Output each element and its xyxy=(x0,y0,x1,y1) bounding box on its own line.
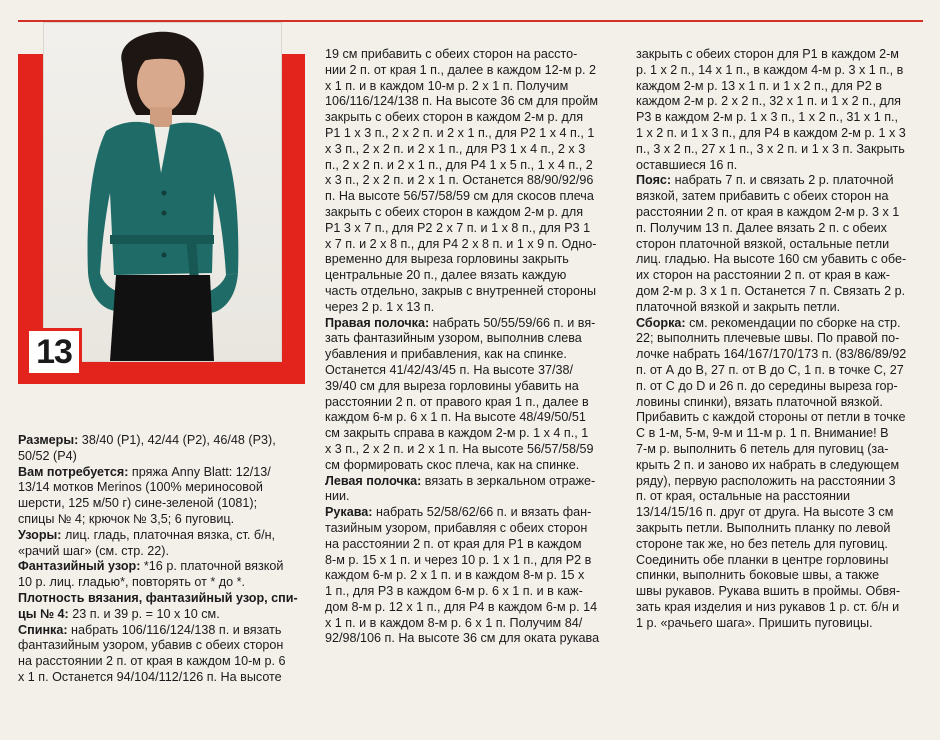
line-text: каждом 2-м р. 13 х 1 п. и 1 х 2 п., для Р2 в xyxy=(636,78,882,93)
line-text: фантазийным узором, убавив с обеих сторон xyxy=(18,638,284,653)
text-line xyxy=(325,489,615,505)
line-text: их сторон на расстоянии 2 п. от края в каж- xyxy=(636,268,891,283)
line-text: зать фантазийным узором, выполнив слева xyxy=(325,331,582,346)
line-text: см формировать скос плеча, как на спинке. xyxy=(325,457,580,472)
text-line xyxy=(636,252,928,268)
text-line xyxy=(636,489,928,505)
column-middle xyxy=(325,47,615,647)
text-line xyxy=(18,607,308,623)
text-line xyxy=(325,47,615,63)
line-text: стороне так же, но без петель для пуговиц. xyxy=(636,536,888,551)
line-text: расстоянии 2 п. от края в каждом 2-м р. 3 х 1 xyxy=(636,204,900,219)
line-text: вязать в зеркальном отраже- xyxy=(421,473,596,488)
line-text: 8-м р. 15 х 1 п. и через 10 р. 1 х 1 п., для Р2 в xyxy=(325,552,592,567)
section-heading: Пояс: xyxy=(636,173,672,188)
line-text: спинки, выполнить боковые швы, а также xyxy=(636,568,880,583)
line-text: каждом 2-м р. 2 х 2 п., 32 х 1 п. и 1 х 2 п., для xyxy=(636,94,901,109)
text-line xyxy=(325,600,615,616)
text-line xyxy=(636,47,928,63)
line-text: 38/40 (Р1), 42/44 (Р2), 46/48 (Р3), xyxy=(78,433,276,447)
text-line xyxy=(325,300,615,316)
column-left xyxy=(18,433,308,686)
text-line xyxy=(636,395,928,411)
text-line xyxy=(636,284,928,300)
line-text: набрать 7 п. и связать 2 р. платочной xyxy=(671,173,894,188)
section-heading: Левая полочка: xyxy=(325,473,422,488)
line-text: лиц. гладью. На высоте 160 см убавить с обе- xyxy=(636,252,907,267)
line-text: нии. xyxy=(325,489,350,504)
text-line xyxy=(325,553,615,569)
line-text: зать края изделия и низ рукавов 1 р. ст. б/н и xyxy=(636,599,900,614)
text-line xyxy=(325,537,615,553)
text-line xyxy=(18,433,308,449)
text-line xyxy=(325,379,615,395)
text-line xyxy=(18,654,308,670)
line-text: центральные 20 п., далее вязать каждую xyxy=(325,268,567,283)
line-text: часть отдельно, закрыв с внутренней стороны xyxy=(325,283,597,298)
line-text: набрать 52/58/62/66 п. и вязать фан- xyxy=(372,505,592,520)
line-text: закрыть с обеих сторон для Р1 в каждом 2-м xyxy=(636,47,899,61)
line-text: п., 2 х 2 п. и 2 х 1 п., для Р4 1 х 5 п., 1 х 4 п., 2 xyxy=(325,157,593,172)
section-heading: Вам потребуется: xyxy=(18,464,129,479)
line-text: 7-м р. выполнить 6 петель для пуговиц (за- xyxy=(636,441,889,456)
line-text: 13/14/15/16 п. друг от друга. На высоте 3 см xyxy=(636,505,894,520)
text-line xyxy=(636,94,928,110)
text-line xyxy=(325,426,615,442)
text-line xyxy=(325,616,615,632)
line-text: через 2 р. 1 х 13 п. xyxy=(325,299,435,314)
text-line xyxy=(18,670,308,686)
line-text: набрать 106/116/124/138 п. и вязать xyxy=(67,622,282,637)
line-text: закрыть с обеих сторон в каждом 2-м р. для xyxy=(325,110,584,125)
model-photo xyxy=(43,22,282,362)
text-line xyxy=(325,110,615,126)
section-heading: Размеры: xyxy=(18,433,79,447)
line-text: х 7 п. и 2 х 8 п., для Р4 2 х 8 п. и 1 х 9 п. Одно- xyxy=(325,236,597,251)
text-line xyxy=(18,591,308,607)
text-line xyxy=(636,553,928,569)
text-line xyxy=(325,158,615,174)
line-text: х 3 п., 2 х 2 п. и 2 х 1 п. Останется 88/90/92/96 xyxy=(325,173,594,188)
line-text: 19 см прибавить с обеих сторон на рассто- xyxy=(325,47,578,61)
line-text: 50/52 (Р4) xyxy=(18,448,77,463)
line-text: оставшиеся 16 п. xyxy=(636,157,738,172)
text-line xyxy=(325,205,615,221)
text-line xyxy=(325,316,615,332)
line-text: Прибавить с каждой стороны от петли в точке xyxy=(636,410,906,425)
text-line xyxy=(325,173,615,189)
line-text: вязкой, затем прибавить с обеих сторон на xyxy=(636,189,889,204)
text-line xyxy=(18,449,308,465)
text-line xyxy=(18,575,308,591)
line-text: п. Получим 13 п. Далее вязать 2 п. с обеих xyxy=(636,220,887,235)
text-line xyxy=(18,496,308,512)
line-text: дом 8-м р. 12 х 1 п., для Р4 в каждом 6-м р. 14 xyxy=(325,599,598,614)
text-line xyxy=(325,568,615,584)
text-line xyxy=(636,505,928,521)
line-text: на расстоянии 2 п. от края в каждом 10-м р. 6 xyxy=(18,654,286,669)
line-text: х 1 п. и в каждом 8-м р. 6 х 1 п. Получим 84/ xyxy=(325,615,583,630)
line-text: набрать 50/55/59/66 п. и вя- xyxy=(429,315,596,330)
line-text: швы рукавов. Рукава вшить в проймы. Обвя- xyxy=(636,584,901,599)
text-line xyxy=(325,631,615,647)
text-line xyxy=(636,331,928,347)
line-text: каждом 6-м р. 6 х 1 п. На высоте 48/49/50/51 xyxy=(325,410,586,425)
text-line xyxy=(325,126,615,142)
text-line xyxy=(636,110,928,126)
text-line xyxy=(636,347,928,363)
column-right xyxy=(636,47,928,631)
line-text: 10 р. лиц. гладью*, повторять от * до *. xyxy=(18,575,246,590)
line-text: 1 п., для Р3 в каждом 6-м р. 6 х 1 п. и в каж- xyxy=(325,584,583,599)
text-line xyxy=(636,584,928,600)
line-text: пряжа Anny Blatt: 12/13/ xyxy=(128,464,271,479)
text-line xyxy=(325,94,615,110)
text-line xyxy=(636,237,928,253)
text-line xyxy=(636,537,928,553)
line-text: п. от края, остальные на расстоянии xyxy=(636,489,851,504)
pattern-number: 13 xyxy=(36,332,72,371)
line-text: *16 р. платочной вязкой xyxy=(140,559,284,574)
text-line xyxy=(18,480,308,496)
text-line xyxy=(636,600,928,616)
line-text: 23 п. и 39 р. = 10 х 10 см. xyxy=(68,606,220,621)
section-heading: Спинка: xyxy=(18,622,68,637)
line-text: п. На высоте 56/57/58/59 см для скосов плеча xyxy=(325,189,594,204)
line-text: нии 2 п. от края 1 п., далее в каждом 12-м р. 2 xyxy=(325,62,596,77)
line-text: «рачий шаг» (см. стр. 22). xyxy=(18,543,169,558)
line-text: временно для выреза горловины закрыть xyxy=(325,252,569,267)
line-text: платочной вязкой и закрыть петли. xyxy=(636,299,841,314)
text-line xyxy=(325,347,615,363)
text-line xyxy=(636,126,928,142)
line-text: х 3 п., 2 х 2 п. и 2 х 1 п. На высоте 56/57/58/59 xyxy=(325,441,594,456)
text-line xyxy=(325,474,615,490)
text-line xyxy=(325,410,615,426)
text-line xyxy=(325,237,615,253)
text-line xyxy=(325,189,615,205)
line-text: Р1 3 х 7 п., для Р2 2 х 7 п. и 1 х 8 п., для Р3 1 xyxy=(325,220,591,235)
text-line xyxy=(636,158,928,174)
line-text: р. 1 х 2 п., 14 х 1 п., в каждом 4-м р. 3 х 1 п., в xyxy=(636,62,904,77)
line-text: сторон платочной вязкой, остальные петли xyxy=(636,236,890,251)
text-line xyxy=(325,252,615,268)
text-line xyxy=(636,79,928,95)
text-line xyxy=(636,616,928,632)
text-line xyxy=(636,300,928,316)
section-heading: Сборка: xyxy=(636,315,686,330)
line-text: спицы № 4; крючок № 3,5; 6 пуговиц. xyxy=(18,511,235,526)
text-line xyxy=(636,316,928,332)
text-line xyxy=(325,363,615,379)
text-line xyxy=(18,559,308,575)
text-line xyxy=(636,474,928,490)
line-text: 106/116/124/138 п. На высоте 36 см для пройм xyxy=(325,94,599,109)
text-line xyxy=(636,363,928,379)
line-text: 1 х 2 п. и 1 х 3 п., для Р4 в каждом 2-м р. 1 х 3 xyxy=(636,125,906,140)
text-line xyxy=(325,584,615,600)
text-line xyxy=(636,268,928,284)
text-line xyxy=(636,205,928,221)
text-line xyxy=(325,268,615,284)
text-line xyxy=(325,458,615,474)
line-text: каждом 6-м р. 2 х 1 п. и в каждом 8-м р. 15 х xyxy=(325,568,585,583)
text-line xyxy=(636,410,928,426)
line-text: см. рекомендации по сборке на стр. xyxy=(685,315,901,330)
text-line xyxy=(636,173,928,189)
line-text: С в 1-м, 5-м, 9-м и 11-м р. 1 п. Внимание! В xyxy=(636,426,889,441)
line-text: 13/14 мотков Merinos (100% мериносовой xyxy=(18,480,263,495)
line-text: на расстоянии 2 п. от края для Р1 в каждом xyxy=(325,536,582,551)
text-line xyxy=(18,638,308,654)
line-text: лочке набрать 164/167/170/173 п. (83/86/89/92 xyxy=(636,347,907,362)
section-heading: Правая полочка: xyxy=(325,315,430,330)
line-text: ловины спинки), вязать платочной вязкой. xyxy=(636,394,883,409)
text-line xyxy=(18,528,308,544)
line-text: п. от С до D и 26 п. до середины выреза гор- xyxy=(636,378,898,393)
text-line xyxy=(636,379,928,395)
line-text: ряду), первую расположить на расстоянии 3 xyxy=(636,473,896,488)
line-text: х 1 п. и в каждом 10-м р. 2 х 1 п. Получим xyxy=(325,78,569,93)
text-line xyxy=(325,331,615,347)
section-heading: цы № 4: xyxy=(18,606,69,621)
line-text: Останется 41/42/43/45 п. На высоте 37/38/ xyxy=(325,362,574,377)
line-text: дом 2-м р. 3 х 1 п. Останется 7 п. Связать 2 р. xyxy=(636,283,906,298)
line-text: лиц. гладь, платочная вязка, ст. б/н, xyxy=(61,527,276,542)
line-text: п., 3 х 2 п., 27 х 1 п., 3 х 2 п. и 1 х 3 п. Закрыть xyxy=(636,141,905,156)
text-line xyxy=(636,568,928,584)
text-line xyxy=(636,142,928,158)
text-line xyxy=(636,521,928,537)
text-line xyxy=(325,521,615,537)
section-heading: Плотность вязания, фантазийный узор, спи- xyxy=(18,590,298,605)
line-text: х 1 п. Останется 94/104/112/126 п. На высоте xyxy=(18,669,282,684)
text-line xyxy=(325,442,615,458)
pattern-number-badge xyxy=(26,328,82,376)
text-line xyxy=(325,284,615,300)
text-line xyxy=(18,544,308,560)
line-text: х 3 п., 2 х 2 п. и 2 х 1 п., для Р3 1 х 4 п., 2 х 3 xyxy=(325,141,586,156)
text-line xyxy=(636,426,928,442)
line-text: см закрыть справа в каждом 2-м р. 1 х 4 п., 1 xyxy=(325,426,589,441)
line-text: 22; выполнить плечевые швы. По правой по- xyxy=(636,331,900,346)
section-heading: Узоры: xyxy=(18,527,62,542)
text-line xyxy=(325,395,615,411)
text-line xyxy=(325,79,615,95)
model-illustration xyxy=(44,23,281,361)
text-line xyxy=(636,63,928,79)
line-text: 92/98/106 п. На высоте 36 см для оката рукава xyxy=(325,631,600,646)
line-text: закрыть с обеих сторон в каждом 2-м р. для xyxy=(325,204,584,219)
text-line xyxy=(18,512,308,528)
line-text: тазийным узором, прибавляя с обеих сторон xyxy=(325,520,588,535)
line-text: Р3 в каждом 2-м р. 1 х 3 п., 1 х 2 п., 31 х 1 п., xyxy=(636,110,899,125)
text-line xyxy=(325,505,615,521)
line-text: Соединить обе планки в центре горловины xyxy=(636,552,889,567)
section-heading: Фантазийный узор: xyxy=(18,559,141,574)
text-line xyxy=(325,63,615,79)
line-text: убавления и прибавления, как на спинке. xyxy=(325,347,567,362)
line-text: 39/40 см для выреза горловины убавить на xyxy=(325,378,579,393)
line-text: закрыть петли. Выполнить планку по левой xyxy=(636,520,891,535)
section-heading: Рукава: xyxy=(325,505,373,520)
text-line xyxy=(636,221,928,237)
text-line xyxy=(636,189,928,205)
line-text: крыть 2 п. и заново их набрать в следующем xyxy=(636,457,900,472)
text-line xyxy=(325,221,615,237)
text-line xyxy=(636,458,928,474)
line-text: Р1 1 х 3 п., 2 х 2 п. и 2 х 1 п., для Р2 1 х 4 п., 1 xyxy=(325,125,595,140)
text-line xyxy=(18,465,308,481)
line-text: 1 р. «рачьего шага». Пришить пуговицы. xyxy=(636,615,873,630)
line-text: п. от А до В, 27 п. от В до С, 1 п. в точке С, 27 xyxy=(636,362,904,377)
text-line xyxy=(18,623,308,639)
text-line xyxy=(325,142,615,158)
text-line xyxy=(636,442,928,458)
line-text: шерсти, 125 м/50 г) сине-зеленой (1081); xyxy=(18,496,258,511)
line-text: расстоянии 2 п. от правого края 1 п., далее в xyxy=(325,394,589,409)
